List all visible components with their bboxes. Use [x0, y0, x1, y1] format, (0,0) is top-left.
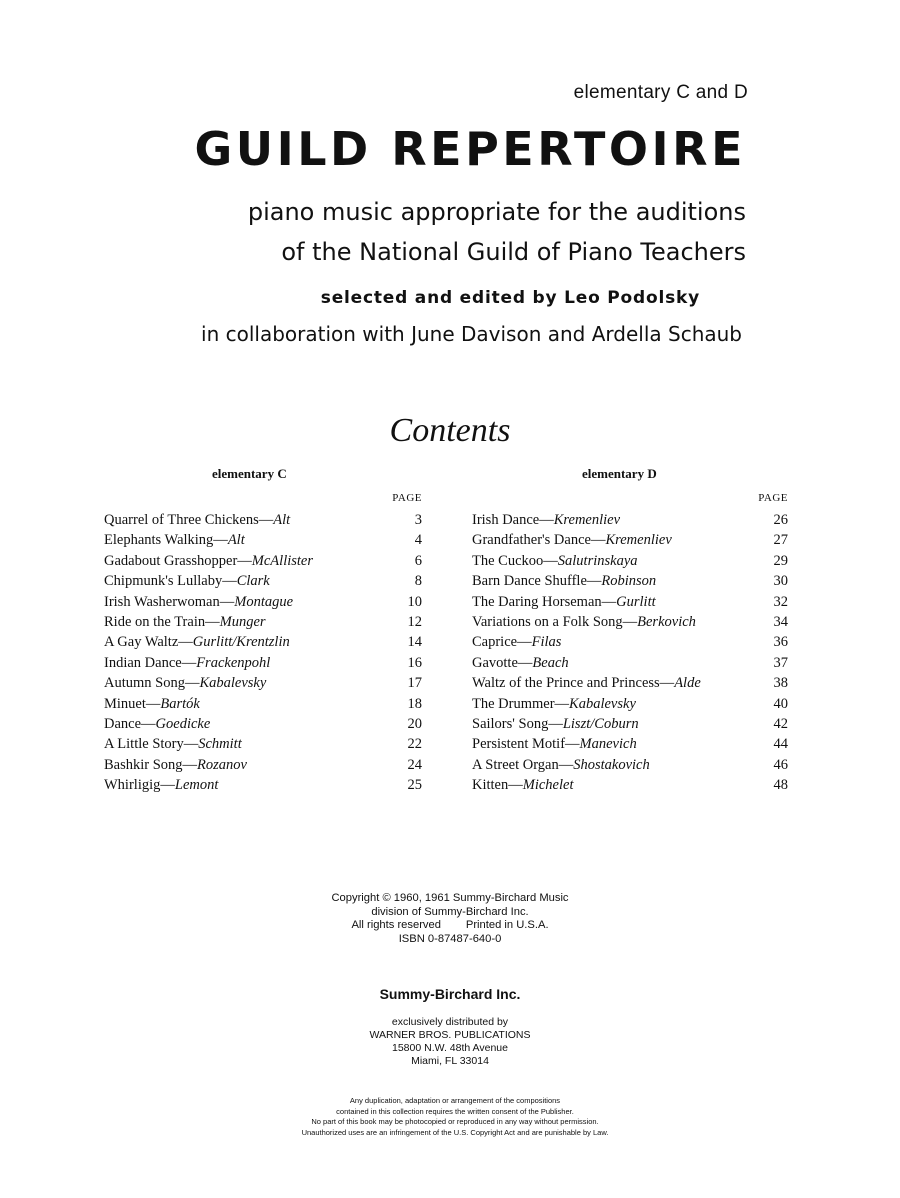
composer-name: Michelet [522, 777, 574, 794]
piece-title: A Little Story— [104, 736, 199, 753]
entry-title [104, 734, 242, 754]
piece-title: Gadabout Grasshopper— [104, 552, 252, 569]
legal-line: Unauthorized uses are an infringement of the U.S. Copyright Act and are punishable by Law. [301, 1127, 609, 1137]
entry-title [472, 530, 672, 550]
entry-title [472, 734, 637, 754]
composer-name: Kremenliev [605, 532, 672, 549]
piece-title: Irish Dance— [472, 512, 554, 528]
contents-entry [104, 714, 422, 734]
piece-title: Gavotte— [472, 654, 533, 671]
entry-title [104, 714, 210, 734]
page-number: 24 [407, 756, 422, 773]
piece-title: Indian Dance— [104, 654, 197, 671]
piece-title: Quarrel of Three Chickens— [104, 512, 274, 528]
composer-name: Beach [532, 654, 569, 671]
composer-name: Liszt/Coburn [562, 715, 639, 732]
entry-title [472, 714, 639, 734]
page-number: 3 [414, 512, 422, 528]
legal-line: contained in this collection requires the written consent of the Publisher. [336, 1106, 574, 1116]
legal-line: Any duplication, adaptation or arrangement of the compositions [349, 1096, 561, 1105]
copyright-line: Copyright © 1960, 1961 Summy-Birchard Music [331, 892, 569, 904]
page-number: 27 [773, 532, 788, 549]
contents-entry [472, 694, 788, 714]
entry-title [472, 694, 636, 714]
book-title: GUILD REPERTOIRE [194, 122, 746, 176]
page-number: 17 [407, 675, 422, 692]
entry-title [472, 612, 696, 632]
piece-title: Sailors' Song— [472, 715, 563, 732]
entry-title [104, 755, 247, 775]
contents-entry [104, 592, 422, 612]
page-number: 34 [773, 613, 788, 630]
column-heading: elementary D [582, 466, 657, 481]
page-number: 44 [773, 736, 788, 753]
composer-name: Filas [531, 634, 562, 651]
distributor-name: WARNER BROS. PUBLICATIONS [369, 1029, 531, 1041]
entry-title [104, 571, 270, 591]
contents-entry [104, 612, 422, 632]
piece-title: Caprice— [472, 634, 532, 651]
publisher-name: Summy-Birchard Inc. [379, 986, 521, 1002]
composer-name: Alde [674, 675, 701, 692]
entry-title [104, 510, 290, 530]
isbn: ISBN 0-87487-640-0 [398, 932, 502, 945]
entry-title [104, 673, 266, 693]
piece-title: The Daring Horseman— [472, 593, 617, 610]
entry-title [472, 775, 573, 795]
entry-title [104, 530, 245, 550]
page-number: 16 [407, 654, 422, 671]
composer-name: Kabalevsky [569, 695, 636, 712]
page-number: 8 [414, 573, 422, 590]
entry-title [104, 775, 218, 795]
contents-entry [104, 653, 422, 673]
contents-entry [472, 510, 788, 530]
contents-entry [472, 571, 788, 591]
piece-title: Irish Washerwoman— [104, 593, 235, 610]
page-number: 25 [407, 777, 422, 794]
contents-entry [472, 673, 788, 693]
entry-title [104, 612, 266, 632]
contents-entry [472, 714, 788, 734]
composer-name: Berkovich [637, 613, 696, 630]
contents-entry [104, 510, 422, 530]
composer-name: Alt [227, 532, 245, 549]
page-number: 14 [407, 634, 422, 651]
page-number: 40 [773, 695, 788, 712]
page-number: 6 [414, 552, 422, 569]
page-number: 20 [407, 715, 422, 732]
page-number: 32 [773, 593, 788, 610]
entry-title [104, 632, 290, 652]
legal-line: No part of this book may be photocopied or reproduced in any way without permission. [311, 1117, 599, 1126]
page-number: 38 [773, 675, 788, 692]
piece-title: Variations on a Folk Song— [472, 613, 638, 630]
contents-entry [472, 653, 788, 673]
composer-name: Gurlitt [616, 593, 656, 610]
piece-title: Barn Dance Shuffle— [472, 573, 602, 590]
piece-title: Chipmunk's Lullaby— [104, 573, 237, 590]
page-number: 36 [773, 634, 788, 651]
piece-title: Minuet— [104, 695, 161, 712]
piece-title: Persistent Motif— [472, 736, 580, 753]
page-number: 48 [773, 777, 788, 794]
contents-entry [104, 673, 422, 693]
entry-title [104, 551, 313, 571]
contents-entry [104, 551, 422, 571]
composer-name: Kremenliev [553, 512, 621, 528]
page-number: 22 [407, 736, 422, 753]
contents-entry [472, 592, 788, 612]
composer-name: Goedicke [155, 715, 211, 732]
page-column-label: PAGE [392, 492, 422, 504]
contents-entry [104, 530, 422, 550]
composer-name: Kabalevsky [199, 675, 267, 692]
contents-entry [104, 632, 422, 652]
contents-entry [104, 755, 422, 775]
entry-title [472, 551, 638, 571]
printed-in: Printed in U.S.A. [465, 919, 549, 931]
page-number: 4 [414, 532, 422, 549]
entry-title [104, 694, 200, 714]
piece-title: Elephants Walking— [104, 532, 228, 549]
page-number: 42 [773, 715, 788, 732]
edition-level: elementary C and D [573, 82, 748, 103]
contents-entry [472, 755, 788, 775]
page-number: 29 [773, 552, 788, 569]
page-number: 18 [407, 695, 422, 712]
composer-name: Lemont [174, 777, 219, 794]
contents-entry [472, 551, 788, 571]
piece-title: Grandfather's Dance— [472, 532, 606, 549]
piece-title: Waltz of the Prince and Princess— [472, 675, 675, 692]
contents-entry [104, 775, 422, 795]
page-number: 46 [773, 756, 788, 773]
piece-title: A Gay Waltz— [104, 634, 193, 651]
composer-name: Frackenpohl [196, 654, 271, 671]
rights-reserved: All rights reserved [351, 919, 441, 931]
composer-name: Montague [234, 593, 294, 610]
entry-title [472, 653, 569, 673]
contents-list [104, 510, 422, 795]
contents-entry [472, 612, 788, 632]
piece-title: Whirligig— [104, 777, 175, 794]
composer-name: Alt [273, 512, 291, 528]
composer-name: Robinson [601, 573, 657, 590]
contents-list [472, 510, 788, 795]
distributor-address-2: Miami, FL 33014 [411, 1055, 489, 1067]
collaboration-credit: in collaboration with June Davison and Ardella Schaub [201, 322, 742, 346]
subtitle-line-2: of the National Guild of Piano Teachers [281, 238, 746, 266]
page-number: 10 [407, 593, 422, 610]
composer-name: Clark [236, 573, 270, 590]
entry-title [472, 673, 701, 693]
page-column-label: PAGE [758, 492, 788, 504]
copyright-block [300, 892, 600, 946]
distributor-block [300, 1016, 600, 1068]
page-number: 30 [773, 573, 788, 590]
piece-title: Kitten— [472, 777, 523, 794]
contents-entry [104, 571, 422, 591]
legal-notice [220, 1096, 690, 1138]
distributed-by: exclusively distributed by [391, 1016, 509, 1028]
composer-name: Bartók [160, 695, 200, 712]
page-number: 12 [407, 613, 422, 630]
composer-name: Schmitt [198, 736, 242, 753]
composer-name: Manevich [579, 736, 637, 753]
contents-entry [472, 530, 788, 550]
composer-name: Salutrinskaya [557, 552, 638, 569]
composer-name: McAllister [251, 552, 314, 569]
column-heading: elementary C [212, 466, 287, 481]
entry-title [104, 592, 293, 612]
subtitle-line-1: piano music appropriate for the auditions [247, 198, 746, 226]
composer-name: Rozanov [197, 756, 247, 773]
page-number: 37 [773, 654, 788, 671]
contents-entry [472, 632, 788, 652]
editor-credit: selected and edited by Leo Podolsky [320, 288, 700, 308]
piece-title: Bashkir Song— [104, 756, 198, 773]
contents-entry [472, 734, 788, 754]
piece-title: Autumn Song— [104, 675, 200, 692]
contents-entry [104, 734, 422, 754]
entry-title [472, 592, 656, 612]
piece-title: The Drummer— [472, 695, 570, 712]
piece-title: A Street Organ— [472, 756, 574, 773]
composer-name: Shostakovich [573, 756, 650, 773]
entry-title [472, 632, 561, 652]
copyright-rights-row [300, 919, 600, 933]
composer-name: Gurlitt/Krentzlin [192, 634, 290, 651]
page-number: 26 [773, 512, 788, 528]
distributor-address-1: 15800 N.W. 48th Avenue [392, 1042, 508, 1054]
contents-entry [104, 694, 422, 714]
entry-title [104, 653, 270, 673]
piece-title: Dance— [104, 715, 156, 732]
piece-title: Ride on the Train— [104, 613, 220, 630]
composer-name: Munger [219, 613, 266, 630]
contents-heading: Contents [389, 412, 511, 449]
piece-title: The Cuckoo— [472, 552, 558, 569]
entry-title [472, 571, 656, 591]
contents-entry [472, 775, 788, 795]
entry-title [472, 755, 650, 775]
copyright-division: division of Summy-Birchard Inc. [371, 905, 529, 918]
entry-title [472, 510, 620, 530]
